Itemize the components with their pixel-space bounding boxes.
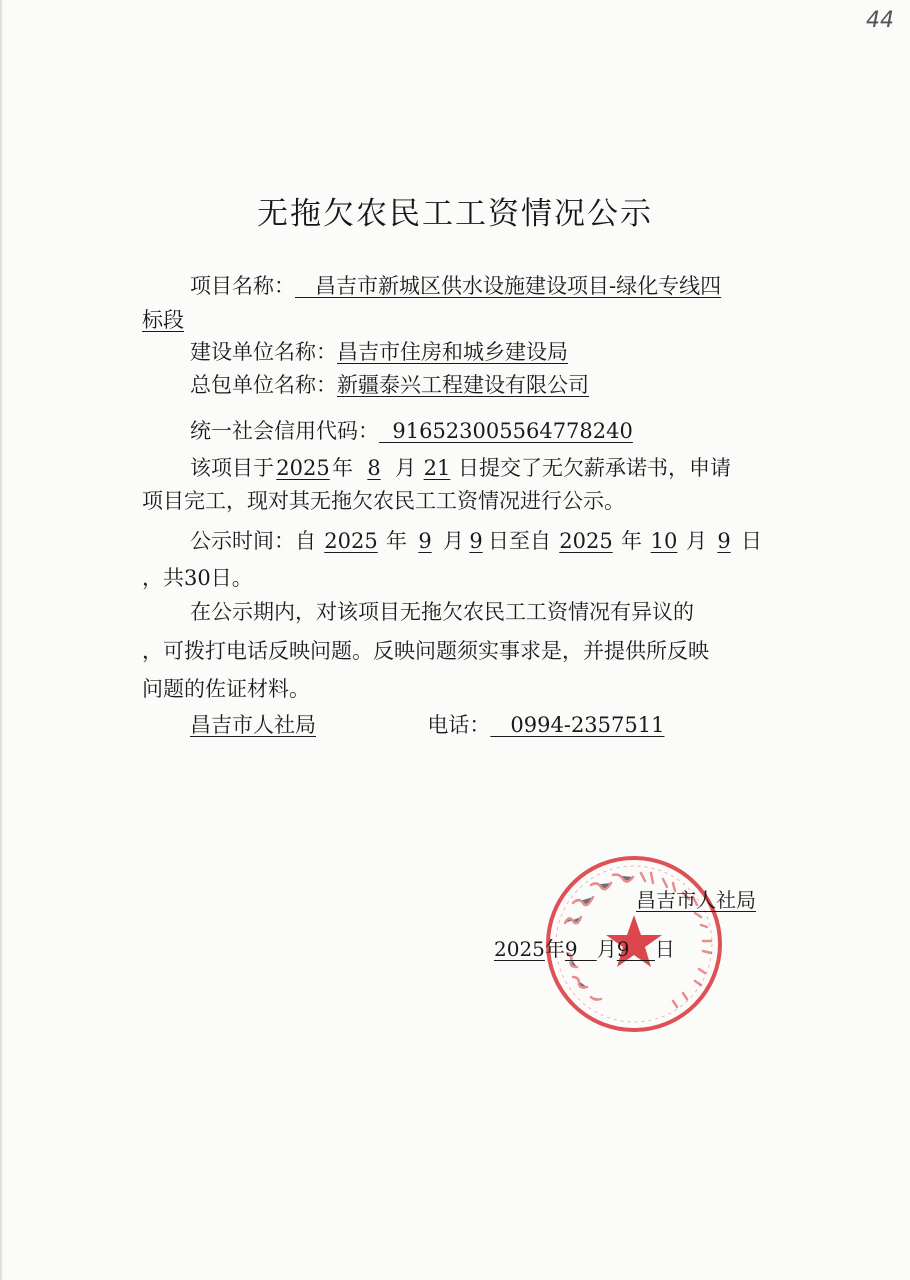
credit-code-value xyxy=(379,419,633,443)
construction-unit-value: 昌吉市住房和城乡建设局 xyxy=(337,340,568,364)
submission-month: 8 xyxy=(367,456,381,480)
signature-day-value: 9 xyxy=(616,937,630,961)
project-value xyxy=(295,274,721,298)
period-line-2: ，共30日。 xyxy=(142,566,253,590)
period-end-month: 10 xyxy=(650,529,678,553)
signature-date xyxy=(494,933,675,962)
contractor-value: 新疆泰兴工程建设有限公司 xyxy=(337,373,589,397)
period-start-month: 9 xyxy=(418,529,432,553)
signature-month-unit: 月 xyxy=(596,937,617,961)
submission-day: 21 xyxy=(423,456,451,480)
document-title: 无拖欠农民工工资情况公示 xyxy=(257,196,653,232)
footer-line xyxy=(190,710,664,740)
project-value-text: 昌吉市新城区供水设施建设项目-绿化专线四 xyxy=(315,274,722,298)
period-start-year: 2025 xyxy=(324,529,378,553)
notice-line-3: 问题的佐证材料。 xyxy=(142,677,310,701)
project-value-cont: 标段 xyxy=(142,308,184,332)
credit-code-line xyxy=(190,416,633,446)
footer-phone-label: 电话： xyxy=(427,713,491,737)
contractor-line xyxy=(190,370,589,400)
signature-year: 2025 xyxy=(494,937,545,961)
submission-year-unit: 年 xyxy=(332,456,353,480)
signature-year-unit: 年 xyxy=(544,937,565,961)
submission-suffix: 日提交了无欠薪承诺书，申请 xyxy=(458,456,731,480)
page-number: 44 xyxy=(866,8,894,33)
project-line-2 xyxy=(142,305,184,335)
signature-org: 昌吉市人社局 xyxy=(636,888,756,912)
footer-org: 昌吉市人社局 xyxy=(190,713,316,737)
period-end-year-unit: 年 xyxy=(621,529,642,553)
footer-phone xyxy=(490,713,664,737)
signature-day-unit: 日 xyxy=(654,937,675,961)
submission-year: 2025 xyxy=(276,456,330,480)
contractor-label: 总包单位名称： xyxy=(190,373,337,397)
period-line xyxy=(190,526,762,556)
notice-line-2: ，可拨打电话反映问题。反映问题须实事求是，并提供所反映 xyxy=(142,639,709,663)
period-end-year: 2025 xyxy=(559,529,613,553)
construction-unit-line xyxy=(190,337,568,367)
project-label: 项目名称： xyxy=(190,274,295,298)
credit-code-label: 统一社会信用代码： xyxy=(190,419,379,443)
signature-day xyxy=(617,937,655,961)
construction-unit-label: 建设单位名称： xyxy=(190,340,337,364)
credit-code-number: 916523005564778240 xyxy=(392,419,633,443)
footer-phone-number: 0994-2357511 xyxy=(510,713,665,737)
submission-line xyxy=(190,453,731,483)
period-start-month-unit: 月 xyxy=(443,529,464,553)
period-prefix: 公示时间：自 xyxy=(190,529,316,553)
signature-month xyxy=(565,937,597,961)
submission-prefix: 该项目于 xyxy=(190,456,274,480)
project-line xyxy=(190,271,721,301)
period-end-day-unit: 日 xyxy=(741,529,762,553)
submission-line-2: 项目完工，现对其无拖欠农民工工资情况进行公示。 xyxy=(142,489,625,513)
period-end-month-unit: 月 xyxy=(686,529,707,553)
signature-month-value: 9 xyxy=(564,937,578,961)
period-end-day: 9 xyxy=(717,529,731,553)
submission-month-unit: 月 xyxy=(395,456,416,480)
period-start-day: 9 xyxy=(469,529,483,553)
period-mid: 日至自 xyxy=(488,529,551,553)
period-start-year-unit: 年 xyxy=(386,529,407,553)
notice-line-1: 在公示期内，对该项目无拖欠农民工工资情况有异议的 xyxy=(190,600,694,624)
